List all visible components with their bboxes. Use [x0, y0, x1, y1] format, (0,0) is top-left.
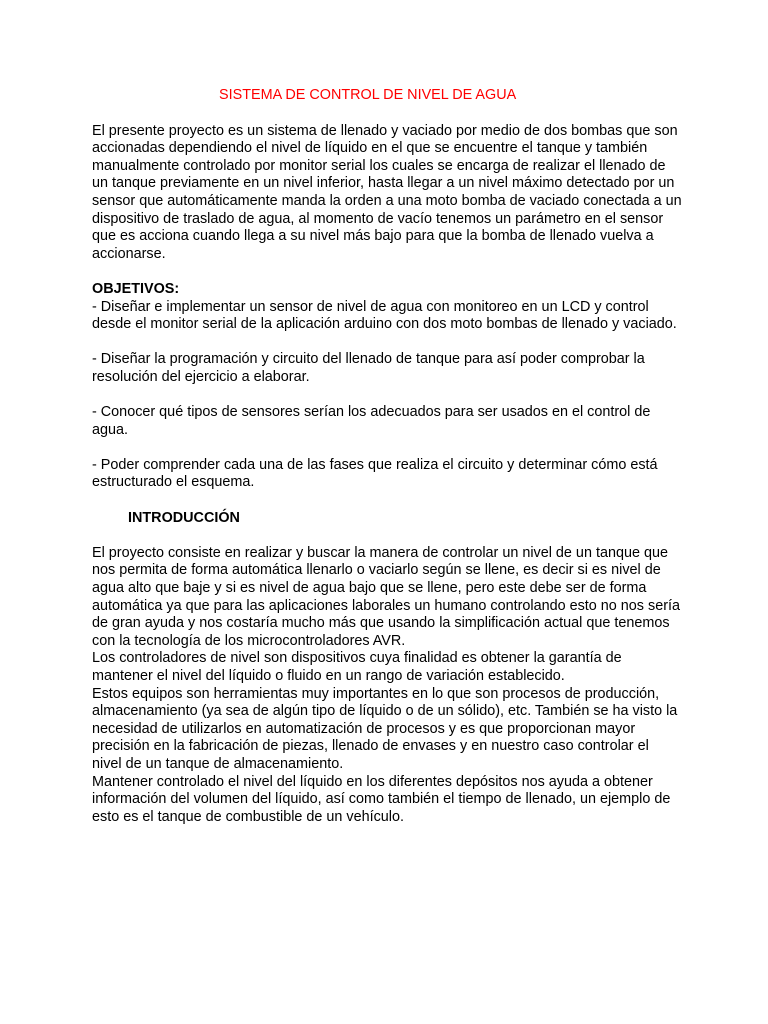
introduction-paragraph: Los controladores de nivel son dispositivos cuya finalidad es obtener la garantía de mantener el nivel del líquido o fluido en un rango de variación establecido.: [92, 650, 622, 684]
objectives-heading: OBJETIVOS:: [92, 280, 180, 297]
introduction-paragraph: El proyecto consiste en realizar y buscar la manera de controlar un nivel de un tanque que nos permita de forma automática llenarlo o vaciarlo según se llene, es decir si es nivel de agua alto que baje y si es nivel de agua bajo que se llene, pero este debe ser de forma automática ya que para las aplicaciones laborales un humano controlando esto no nos sería de gran ayuda y nos costaría mucho más que usando la simplificación actual que tenemos con la tecnología de los microcontroladores AVR.: [92, 544, 680, 649]
spacer: [92, 263, 682, 281]
objective-item: - Conocer qué tipos de sensores serían los adecuados para ser usados en el control de agua.: [92, 404, 651, 438]
spacer: [92, 527, 682, 545]
document-title: SISTEMA DE CONTROL DE NIVEL DE AGUA: [219, 87, 517, 103]
objective-item: - Diseñar la programación y circuito del llenado de tanque para así poder comprobar la resolución del ejercicio a elaborar.: [92, 351, 645, 385]
objective-item: - Diseñar e implementar un sensor de nivel de agua con monitoreo en un LCD y control desde el monitor serial de la aplicación arduino con dos moto bombas de llenado y vaciado.: [92, 298, 677, 333]
spacer: [92, 492, 682, 510]
objective-item: - Poder comprender cada una de las fases que realiza el circuito y determinar cómo está estructurado el esquema.: [92, 456, 658, 491]
introduction-paragraph: Estos equipos son herramientas muy importantes en lo que son procesos de producción, almacenamiento (ya sea de algún tipo de líquido o de un sólido), etc. También se ha visto la necesidad de utilizarlos en automatización de procesos y es que proporcionan mayor precisión en la fabricación de piezas, llenado de envases y en nuestro caso controlar el nivel de un tanque de almacenamiento.: [92, 685, 678, 772]
spacer: [92, 334, 682, 352]
intro-paragraph: El presente proyecto es un sistema de llenado y vaciado por medio de dos bombas que son accionadas dependiendo el nivel de líquido en el que se encuentre el tanque y también manualmente controlado por monitor serial los cuales se encarga de realizar el llenado de un tanque previamente en un nivel inferior, hasta llegar a un nivel máximo detectado por un sensor que automáticamente manda la orden a una moto bomba de vaciado conectada a un dispositivo de traslado de agua, al momento de vacío tenemos un parámetro en el sensor que es acciona cuando llega a su nivel más bajo para que la bomba de llenado vuelva a accionarse.: [92, 122, 682, 262]
introduction-heading: INTRODUCCIÓN: [128, 509, 240, 526]
document-page: [92, 87, 682, 826]
spacer: [92, 439, 682, 457]
introduction-paragraph: Mantener controlado el nivel del líquido en los diferentes depósitos nos ayuda a obtener información del volumen del líquido, así como también el tiempo de llenado, un ejemplo de esto es el tanque de combustible de un vehículo.: [92, 773, 671, 825]
spacer: [92, 387, 682, 405]
